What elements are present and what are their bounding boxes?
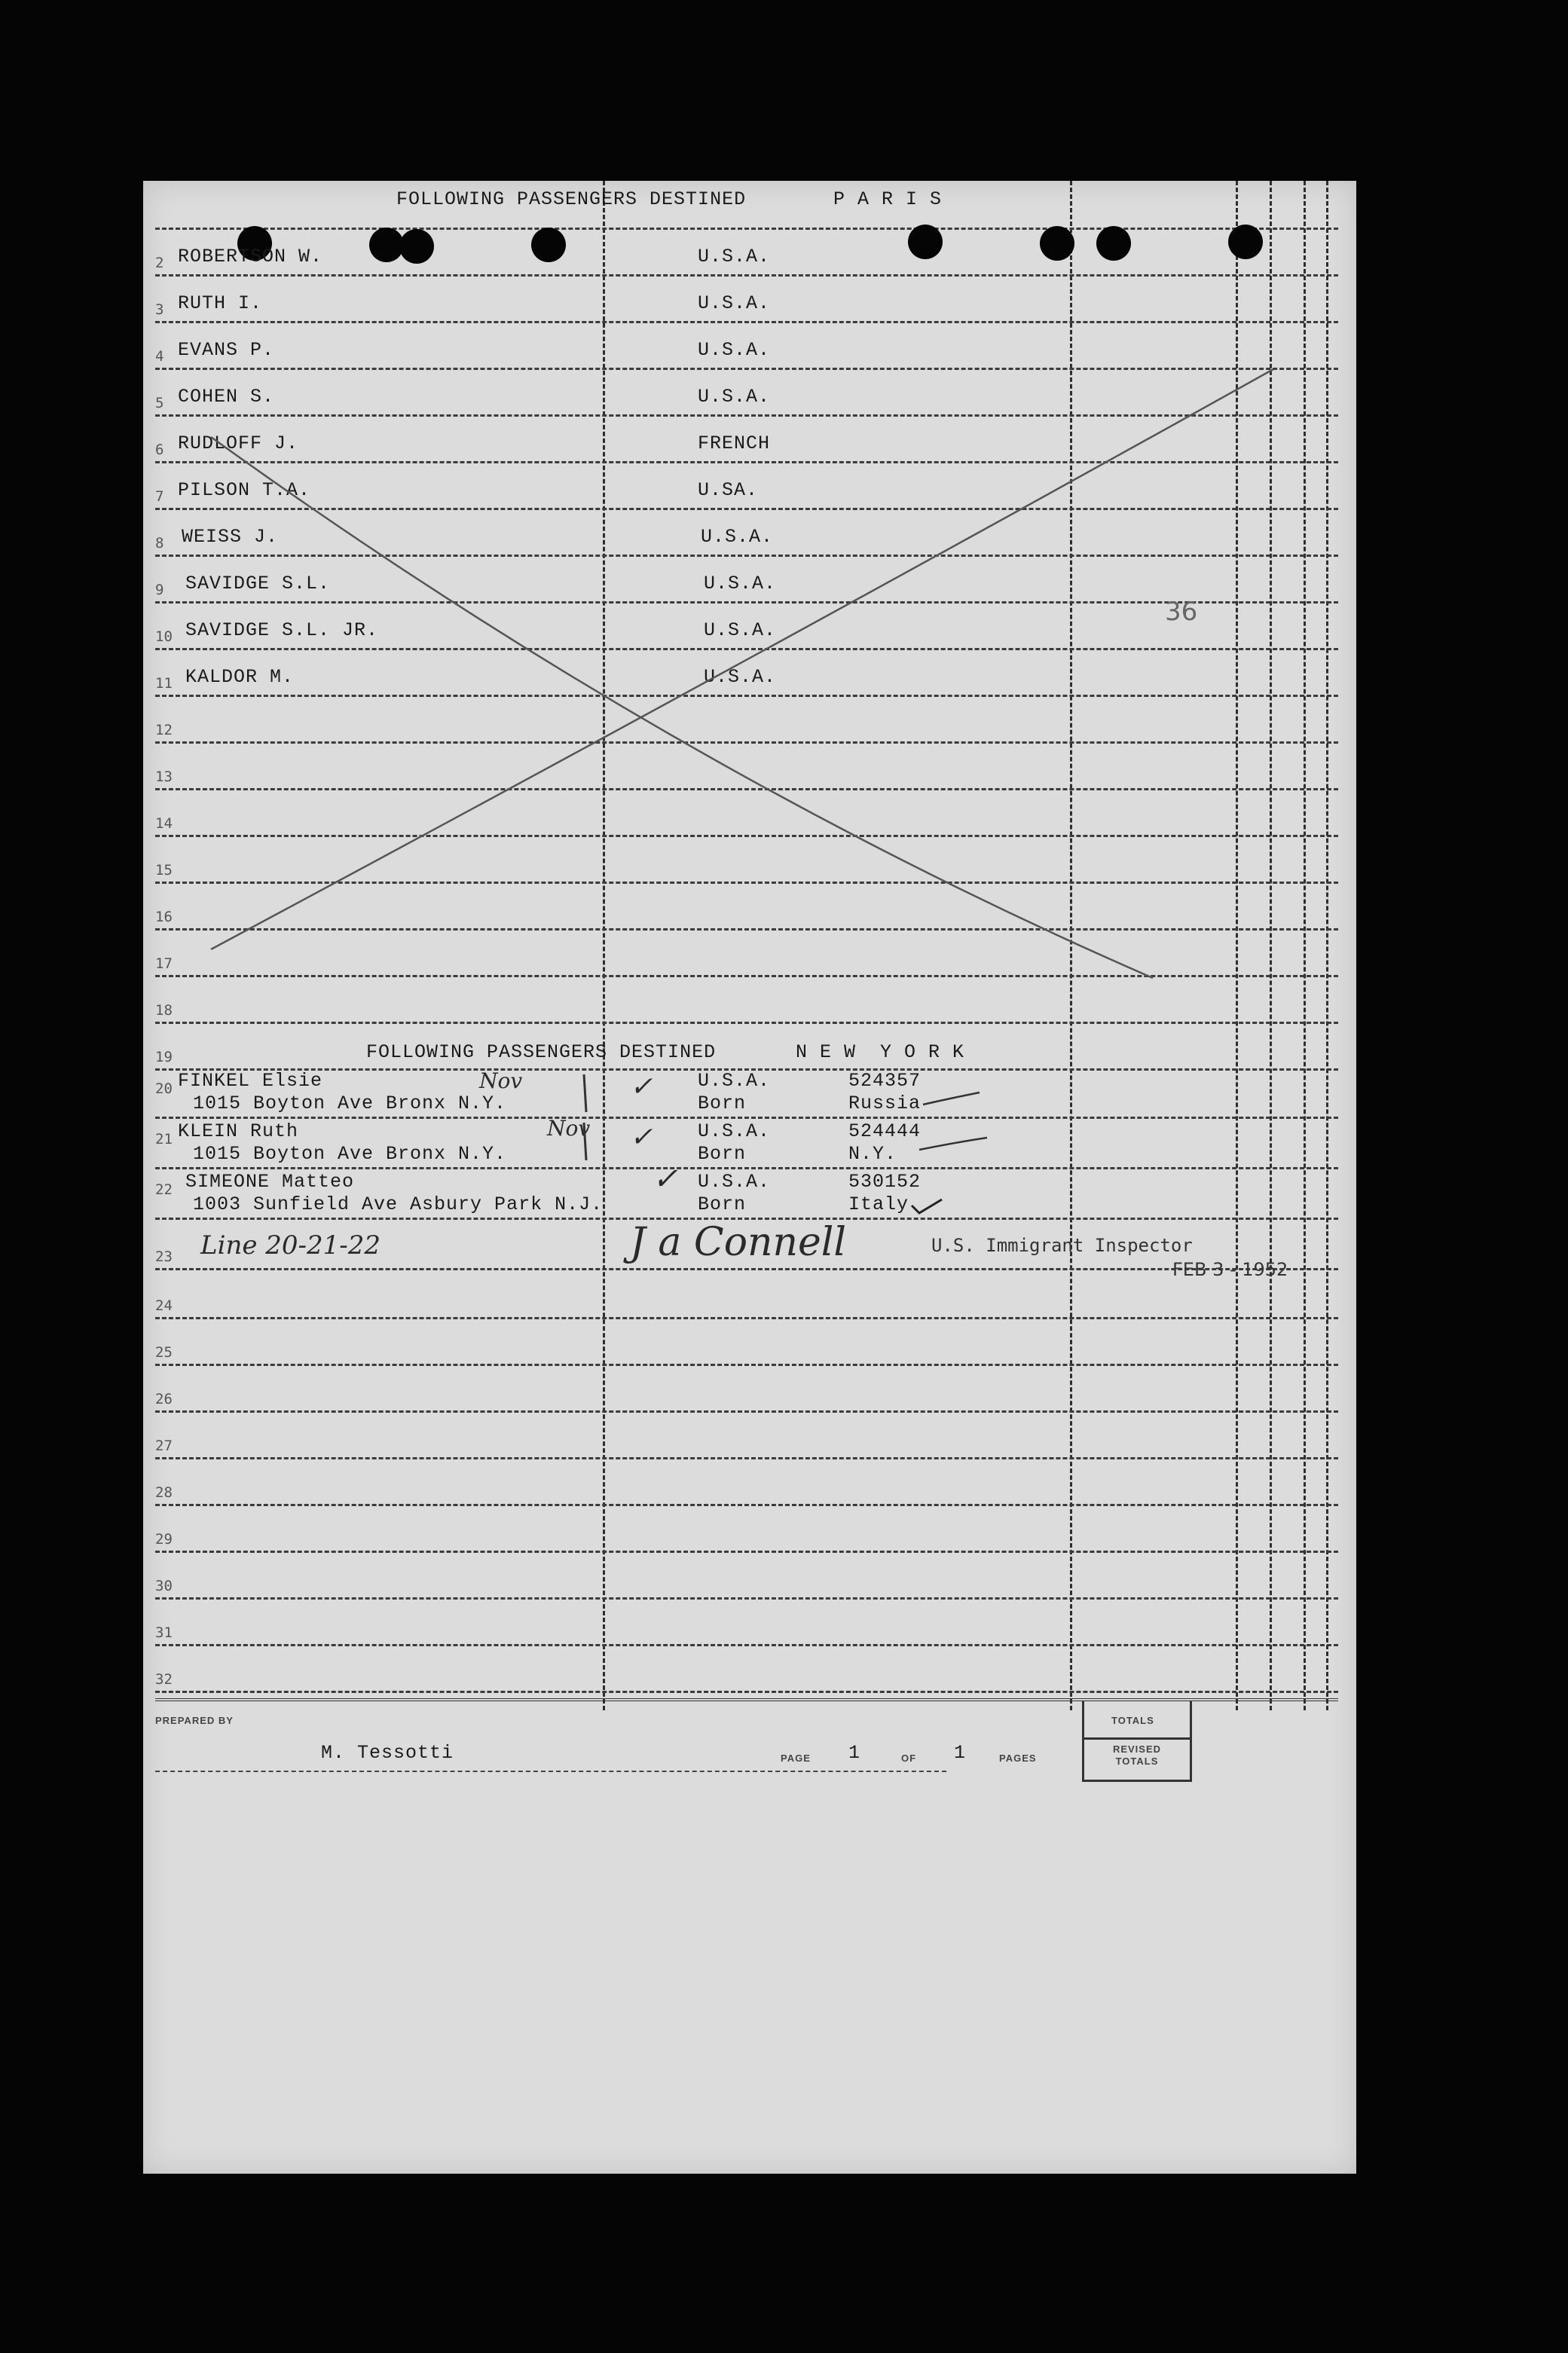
passenger-name: RUTH I. (178, 292, 263, 314)
inspector-title-stamp: U.S. Immigrant Inspector (931, 1235, 1193, 1256)
row-number: 15 (155, 862, 173, 879)
birth-place: Russia (848, 1092, 922, 1114)
passenger-address: 1015 Boyton Ave Bronx N.Y. (193, 1092, 507, 1114)
footer (155, 1698, 1338, 1777)
row-number: 24 (155, 1297, 173, 1314)
pages-label: PAGES (999, 1753, 1037, 1764)
certificate-number: 530152 (848, 1171, 922, 1193)
check-mark: ✓ (653, 1162, 678, 1196)
passenger-nationality: U.S.A. (698, 292, 771, 314)
birth-place: N.Y. (848, 1143, 897, 1165)
page-label: PAGE (781, 1753, 811, 1764)
manifest-sheet (143, 181, 1356, 2174)
row-number: 14 (155, 815, 173, 832)
certificate-number: 524357 (848, 1070, 922, 1092)
passenger-nationality: U.S.A. (701, 526, 774, 548)
inspector-date-stamp: FEB 3 - 1952 (1172, 1259, 1288, 1280)
header-ny-city: N E W Y O R K (796, 1041, 965, 1063)
passenger-nationality: U.S.A. (698, 1120, 771, 1142)
passenger-name: FINKEL Elsie (178, 1070, 323, 1092)
passenger-name: SAVIDGE S.L. (185, 573, 331, 594)
passenger-nationality: U.S.A. (704, 619, 777, 641)
row-number: 3 (155, 301, 164, 318)
passenger-name: RUDLOFF J. (178, 432, 299, 454)
passenger-nationality: U.S.A. (698, 386, 771, 408)
totals-label: TOTALS (1111, 1715, 1154, 1726)
header-paris-text: FOLLOWING PASSENGERS DESTINED (396, 188, 747, 210)
passenger-name: PILSON T.A. (178, 479, 311, 501)
born-label: Born (698, 1143, 747, 1165)
row-number: 7 (155, 488, 164, 505)
page-total: 1 (954, 1742, 967, 1764)
check-mark: ✓ (630, 1122, 653, 1153)
row-number: 23 (155, 1248, 173, 1265)
handwritten-note: Nov (547, 1116, 591, 1141)
row-number: 17 (155, 955, 173, 972)
empty-row (155, 1410, 1338, 1459)
certificate-number: 524444 (848, 1120, 922, 1142)
page-number: 1 (848, 1742, 861, 1764)
handwritten-line-reference: Line 20-21-22 (200, 1230, 381, 1261)
empty-row (155, 1457, 1338, 1506)
passenger-nationality: U.S.A. (698, 339, 771, 361)
revised-totals-label: REVISED TOTALS (1112, 1743, 1162, 1767)
row-number: 4 (155, 348, 164, 365)
row-number: 28 (155, 1484, 173, 1501)
passenger-name: SAVIDGE S.L. JR. (185, 619, 379, 641)
passenger-nationality: U.S.A. (704, 573, 777, 594)
check-mark: ✓ (630, 1071, 653, 1102)
row-number: 8 (155, 535, 164, 552)
of-label: OF (901, 1753, 917, 1764)
empty-row (155, 1270, 1338, 1319)
empty-row (155, 1597, 1338, 1646)
empty-row (155, 1317, 1338, 1366)
passenger-address: 1003 Sunfield Ave Asbury Park N.J. (193, 1193, 604, 1215)
empty-row (155, 1551, 1338, 1600)
row-number: 30 (155, 1578, 173, 1594)
row-number: 6 (155, 442, 164, 458)
row-number: 27 (155, 1438, 173, 1454)
prepared-by-underline (155, 1771, 946, 1772)
passenger-name: WEISS J. (182, 526, 279, 548)
passenger-nationality: U.S.A. (698, 246, 771, 267)
handwritten-note: Nov (479, 1068, 523, 1093)
row-number: 22 (155, 1181, 173, 1198)
empty-row (155, 1644, 1338, 1693)
row-number: 20 (155, 1080, 173, 1097)
birth-place: Italy (848, 1193, 909, 1215)
row-number: 26 (155, 1391, 173, 1407)
passenger-name: ROBERTSON W. (178, 246, 323, 267)
row-number: 12 (155, 722, 173, 738)
row-number: 29 (155, 1531, 173, 1548)
row-number: 31 (155, 1624, 173, 1641)
passenger-name: KLEIN Ruth (178, 1120, 299, 1142)
row-number: 32 (155, 1671, 173, 1688)
row-number: 19 (155, 1049, 173, 1065)
row-number: 9 (155, 582, 164, 598)
passenger-name: EVANS P. (178, 339, 275, 361)
header-ny-text: FOLLOWING PASSENGERS DESTINED (366, 1041, 717, 1063)
passenger-nationality: U.S.A. (698, 1070, 771, 1092)
prepared-by-name: M. Tessotti (321, 1742, 454, 1764)
header-paris-city: P A R I S (833, 188, 943, 210)
passenger-name: SIMEONE Matteo (185, 1171, 355, 1193)
row-number: 25 (155, 1344, 173, 1361)
passenger-nationality: U.S.A. (704, 666, 777, 688)
empty-row (155, 1364, 1338, 1413)
passenger-address: 1015 Boyton Ave Bronx N.Y. (193, 1143, 507, 1165)
row-number: 21 (155, 1131, 173, 1147)
row-number: 5 (155, 395, 164, 411)
row-number: 18 (155, 1002, 173, 1019)
totals-box (1082, 1701, 1192, 1782)
prepared-by-label: PREPARED BY (155, 1715, 234, 1726)
row-number: 10 (155, 628, 173, 645)
born-label: Born (698, 1193, 747, 1215)
passenger-nationality: FRENCH (698, 432, 771, 454)
passenger-name: COHEN S. (178, 386, 275, 408)
row-number: 2 (155, 255, 164, 271)
born-label: Born (698, 1092, 747, 1114)
passenger-nationality: U.SA. (698, 479, 759, 501)
side-stamp-number: 36 (1165, 597, 1198, 627)
empty-row (155, 1504, 1338, 1553)
passenger-nationality: U.S.A. (698, 1171, 771, 1193)
passenger-name: KALDOR M. (185, 666, 295, 688)
inspector-signature: J a Connell (630, 1220, 847, 1265)
row-number: 13 (155, 769, 173, 785)
row-number: 11 (155, 675, 173, 692)
cross-out-lines (143, 181, 1356, 1236)
row-number: 16 (155, 909, 173, 925)
